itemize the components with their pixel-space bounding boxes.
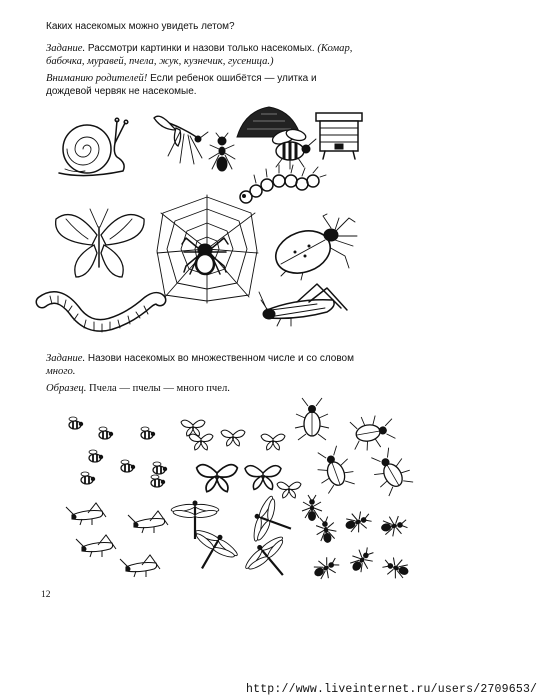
earthworm-icon <box>38 288 163 338</box>
task2-line1 <box>46 352 354 365</box>
task1-text: Рассмотри картинки и назови только насекомых. <box>85 43 315 54</box>
beehive-icon <box>315 112 363 160</box>
example-label: Образец. <box>46 383 87 394</box>
snail-icon <box>55 113 130 183</box>
task2-text: Назови насекомых во множественном числе и со словом <box>85 353 354 364</box>
example-text: Пчела — пчелы — много пчел. <box>86 383 230 394</box>
task2-word: много. <box>46 366 76 377</box>
parents-text-b: дождевой червяк не насекомые. <box>46 86 197 97</box>
ant-icon <box>207 135 237 175</box>
bees-group-icon <box>75 425 175 495</box>
example-line <box>46 382 230 395</box>
parents-text-a: Если ребенок ошибётся — улитка и <box>147 73 317 84</box>
butterfly-icon <box>52 205 147 283</box>
grasshoppers-group-icon <box>72 507 177 582</box>
page-number: 12 <box>41 590 51 600</box>
watermark-url: http://www.liveinternet.ru/users/2709653/ <box>246 683 537 696</box>
beetle-icon <box>265 212 360 282</box>
beetles-group-icon <box>312 418 412 493</box>
parents-label: Вниманию родителей! <box>46 73 148 84</box>
butterflies-group-icon <box>193 425 293 495</box>
task1-hint-a: (Комар, <box>314 43 353 54</box>
ants-group-icon <box>312 508 417 583</box>
grasshopper-icon <box>257 278 352 328</box>
parents-line1 <box>46 72 317 85</box>
task1-hint-b: бабочка, муравей, пчела, жук, кузнечик, гусеница.) <box>46 56 274 67</box>
spider-icon <box>180 232 230 277</box>
page-title: Каких насекомых можно увидеть летом? <box>46 21 235 32</box>
dragonflies-group-icon <box>195 505 295 585</box>
task1-label: Задание. <box>46 43 86 54</box>
mosquito-icon <box>150 108 210 168</box>
task2-label: Задание. <box>46 353 86 364</box>
task1-line1 <box>46 42 352 55</box>
